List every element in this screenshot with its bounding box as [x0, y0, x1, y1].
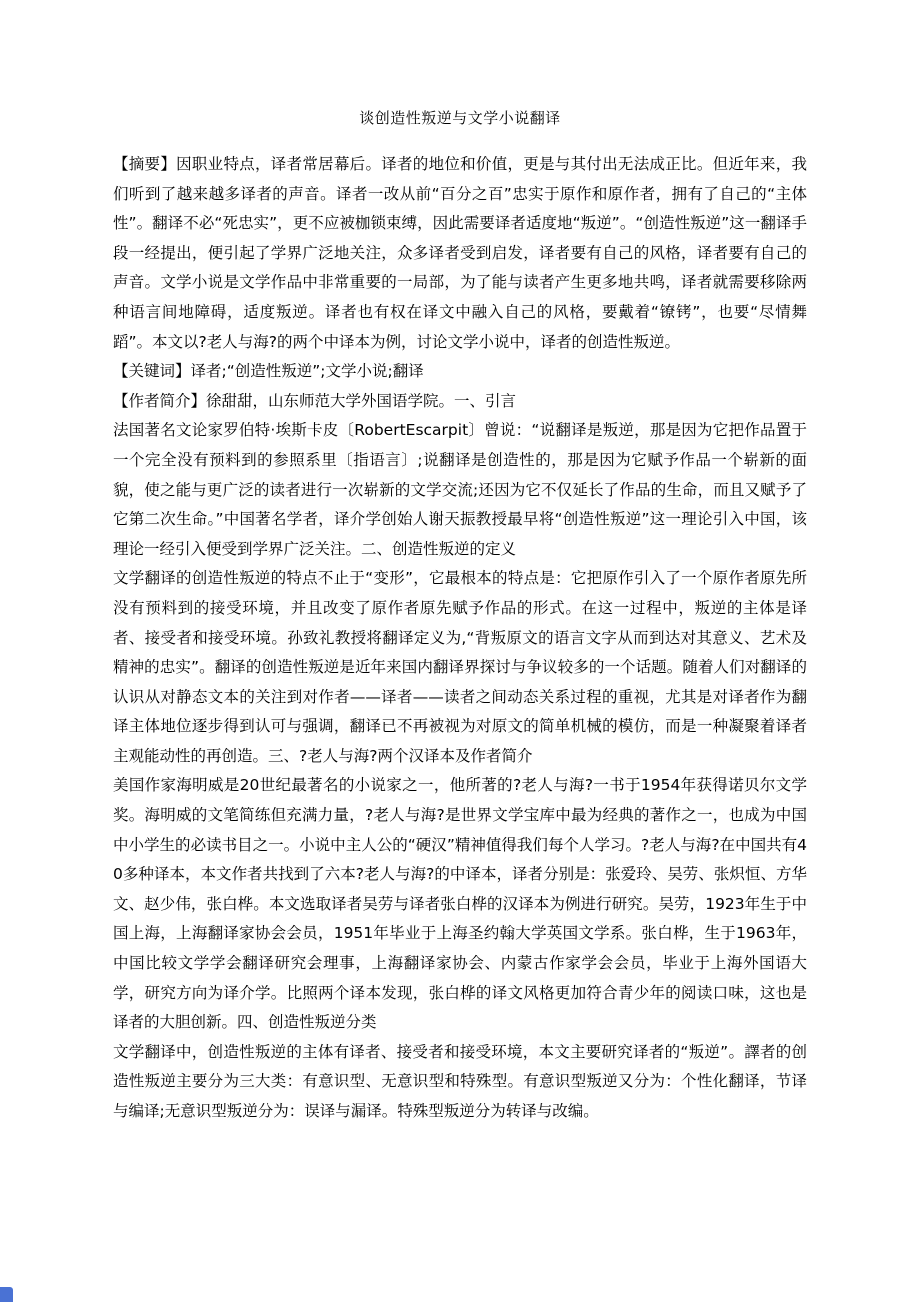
- introduction-paragraph: 法国著名文论家罗伯特·埃斯卡皮〔RobertEscarpit〕曾说：“说翻译是叛逆，那是因为它把作品置于一个完全没有预料到的参照系里〔指语言〕;说翻译是创造性的，那是因为它赋予作品一个崭新的面貌，使之能与更广泛的读者进行一次崭新的文学交流;还因为它不仅延长了作品的生命，而且又赋予了它第二次生命。”中国著名学者，译介学创始人谢天振教授最早将“创造性叛逆”这一理论引入中国，该理论一经引入便受到学界广泛关注。二、创造性叛逆的定义: [113, 421, 807, 558]
- document-body: [113, 150, 807, 1127]
- definition-paragraph: 文学翻译的创造性叛逆的特点不止于“变形”，它最根本的特点是：它把原作引入了一个原作者原先所没有预料到的接受环境，并且改变了原作者原先赋予作品的形式。在这一过程中，叛逆的主体是译者、接受者和接受环境。孙致礼教授将翻译定义为,“背叛原文的语言文字从而到达对其意义、艺术及精神的忠实”。翻译的创造性叛逆是近年来国内翻译界探讨与争议较多的一个话题。随着人们对翻译的认识从对静态文本的关注到对作者——译者——读者之间动态关系过程的重视，尤其是对译者作为翻译主体地位逐步得到认可与强调，翻译已不再被视为对原文的简单机械的模仿，而是一种凝聚着译者主观能动性的再创造。三、?老人与海?两个汉译本及作者简介: [113, 569, 807, 765]
- document-title: 谈创造性叛逆与文学小说翻译: [359, 109, 561, 127]
- corner-decoration: [0, 1287, 13, 1302]
- author-intro-paragraph: 【作者简介】徐甜甜，山东师范大学外国语学院。一、引言: [113, 391, 517, 410]
- translations-overview-paragraph: 美国作家海明威是20世纪最著名的小说家之一，他所著的?老人与海?一书于1954年获得诺贝尔文学奖。海明威的文笔简练但充满力量，?老人与海?是世界文学宝库中最为经典的著作之一，也成为中国中小学生的必读书目之一。小说中主人公的“硬汉”精神值得我们每个人学习。?老人与海?在中国共有40多种译本，本文作者共找到了六本?老人与海?的中译本，译者分别是：张爱玲、吴劳、张炽恒、方华文、赵少伟，张白桦。本文选取译者吴劳与译者张白桦的汉译本为例进行研究。吴劳，1923年生于中国上海，上海翻译家协会会员，1951年毕业于上海圣约翰大学英国文学系。张白桦，生于1963年，中国比较文学学会翻译研究会理事，上海翻译家协会、内蒙古作家学会会员，毕业于上海外国语大学，研究方向为译介学。比照两个译本发现，张白桦的译文风格更加符合青少年的阅读口味，这也是译者的大胆创新。四、创造性叛逆分类: [113, 776, 807, 1032]
- abstract-paragraph: 【摘要】因职业特点，译者常居幕后。译者的地位和价值，更是与其付出无法成正比。但近年来，我们听到了越来越多译者的声音。译者一改从前“百分之百”忠实于原作和原作者，拥有了自己的“主体性”。翻译不必“死忠实”，更不应被枷锁束缚，因此需要译者适度地“叛逆”。“创造性叛逆”这一翻译手段一经提出，便引起了学界广泛地关注，众多译者受到启发，译者要有自己的风格，译者要有自己的声音。文学小说是文学作品中非常重要的一局部，为了能与读者产生更多地共鸣，译者就需要移除两种语言间地障碍，适度叛逆。译者也有权在译文中融入自己的风格，要戴着“镣铐”，也要“尽情舞蹈”。本文以?老人与海?的两个中译本为例，讨论文学小说中，译者的创造性叛逆。: [113, 155, 807, 351]
- classification-paragraph: 文学翻译中，创造性叛逆的主体有译者、接受者和接受环境，本文主要研究译者的“叛逆”。譯者的创造性叛逆主要分为三大类：有意识型、无意识型和特殊型。有意识型叛逆又分为：个性化翻译，节译与编译;无意识型叛逆分为：误译与漏译。特殊型叛逆分为转译与改编。: [113, 1042, 807, 1120]
- keywords-paragraph: 【关键词】译者;“创造性叛逆”;文学小说;翻译: [113, 362, 424, 381]
